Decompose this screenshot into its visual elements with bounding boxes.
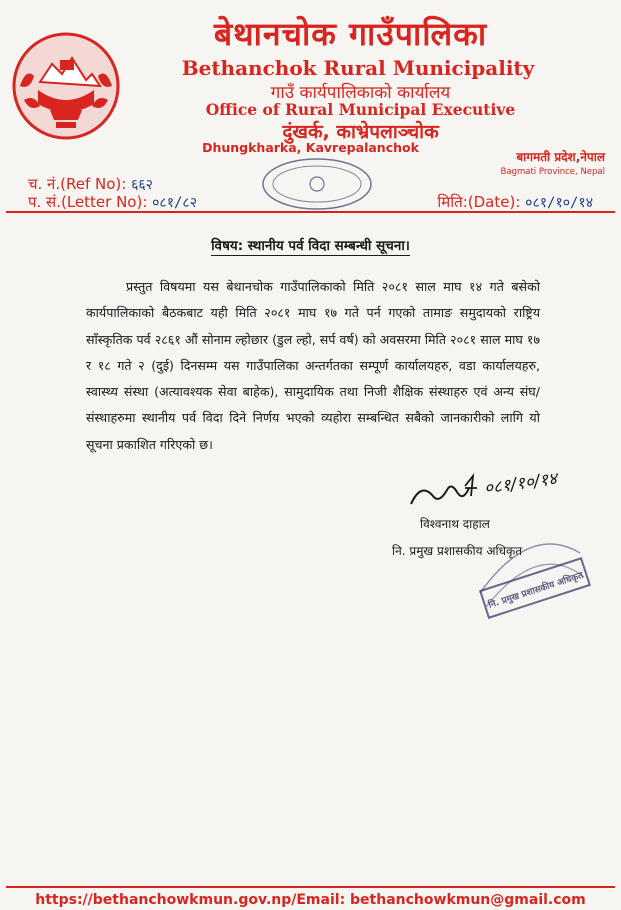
- dispatch-stamp-icon: [258, 152, 376, 212]
- letter-label: प. सं.(Letter No):: [28, 193, 148, 211]
- letter-number: [28, 192, 197, 212]
- signature-date: ०८१/१०/१४: [482, 468, 559, 499]
- notice-body: प्रस्तुत विषयमा यस बेथानचोक गाउँपालिकाको मिति २०८१ साल माघ १४ गते बसेको कार्यपालिकाको बैठकबाट यही मिति २०८१ माघ १७ गते पर्न गएको तामाङ समुदायको राष्ट्रिय साँस्कृतिक पर्व २८६१ औं सोनाम ल्होछार (डुल ल्हो, सर्प वर्ष) को अवसरमा मिति २०८१ साल माघ १७ र १८ गते २ (दुई) दिनसम्म यस गाउँपालिका अन्तर्गतका सम्पूर्ण कार्यालयहरु, वडा कार्यालयहरु, स्वास्थ्य संस्था (अत्यावश्यक सेवा बाहेक), सामुदायिक तथा निजी शैक्षिक संस्थाहरु एवं अन्य संघ/संस्थाहरुमा स्थानीय पर्व विदा दिने निर्णय भएको व्यहोरा सम्बन्धित सबैको जानकारीको लागि यो सूचना प्रकाशित गरिएको छ।: [86, 279, 540, 452]
- date-label: मिति:(Date):: [437, 193, 521, 211]
- location-english: Dhungkharka, Kavrepalanchok: [202, 140, 419, 155]
- ref-value: ६६२: [131, 177, 153, 193]
- ref-number: [28, 174, 153, 194]
- location-nepali: दुंखर्क, काभ्रेपलाञ्चोक: [282, 121, 439, 143]
- office-name-english: Office of Rural Municipal Executive: [205, 100, 516, 119]
- subject-line: [0, 236, 621, 254]
- subject-text: विषय: स्थानीय पर्व विदा सम्बन्धी सूचना।: [211, 238, 410, 254]
- signer-designation: नि. प्रमुख प्रशासकीय अधिकृत: [392, 544, 523, 558]
- province-nepali: बागमती प्रदेश,नेपाल: [516, 150, 605, 164]
- province-english: Bagmati Province, Nepal: [500, 167, 605, 177]
- province-block: [501, 148, 605, 177]
- letter-value: ०८१/८२: [152, 195, 197, 211]
- signature-icon: [405, 464, 585, 512]
- office-name-nepali: गाउँ कार्यपालिकाको कार्यालय: [270, 83, 451, 103]
- signer-name: विश्वनाथ दाहाल: [420, 517, 490, 531]
- footer-contact: https://bethanchowkmun.gov.np/Email: bethanchowkmun@gmail.com: [35, 892, 586, 908]
- municipality-name-nepali: बेथानचोक गाउँपालिका: [213, 15, 488, 53]
- officer-stamp-text: नि. प्रमुख प्रशासकीय अधिकृत: [487, 570, 585, 611]
- footer-divider: [6, 886, 615, 888]
- municipality-name-english: Bethanchok Rural Municipality: [181, 56, 535, 80]
- date-value: ०८१/१०/१४: [525, 195, 593, 211]
- ref-label: च. नं.(Ref No):: [28, 175, 127, 193]
- letter-date: [437, 192, 593, 212]
- header-divider: [6, 211, 615, 213]
